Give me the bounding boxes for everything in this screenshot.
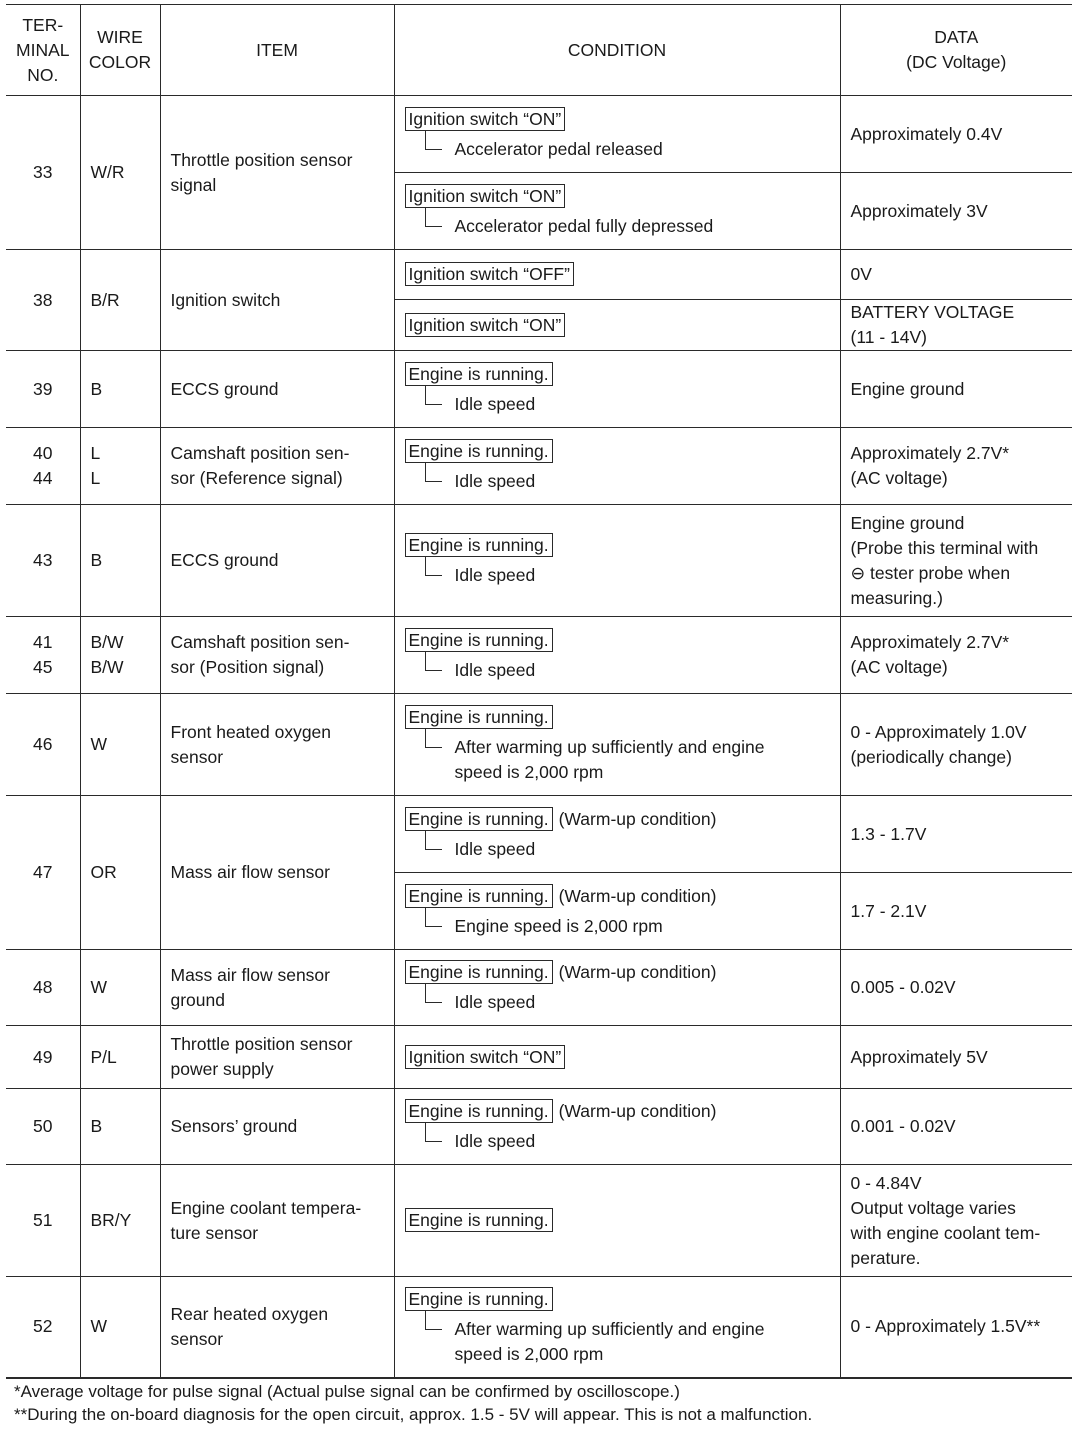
condition-sub [425, 914, 830, 939]
condition [405, 1041, 830, 1074]
condition [405, 1095, 830, 1158]
footnotes [14, 1380, 1074, 1426]
item-cell [160, 1089, 394, 1165]
text-line: Approximately 5V [850, 1046, 988, 1067]
table-row [6, 1089, 1072, 1165]
data-cell [840, 428, 1072, 505]
terminal-no-cell [6, 694, 80, 796]
condition-cell [394, 694, 840, 796]
terminal-no-cell [6, 1089, 80, 1165]
condition [405, 435, 830, 498]
condition-cell [394, 1165, 840, 1277]
text-line: Approximately 2.7V* [850, 443, 1010, 463]
text-line: 51 [33, 1210, 53, 1230]
wire-color-cell [80, 428, 160, 505]
text-line: Engine ground [850, 512, 965, 533]
text-line: Idle speed [454, 565, 536, 585]
condition-sub [425, 1317, 830, 1367]
condition [405, 180, 830, 243]
wire-color-cell [80, 1277, 160, 1378]
item-cell [160, 1165, 394, 1277]
condition-head [405, 313, 830, 338]
condition-cell [394, 505, 840, 617]
condition-note: (Warm-up condition) [558, 962, 717, 982]
terminal-no-cell [6, 1165, 80, 1277]
condition-sub [425, 392, 830, 417]
text-line: sensor [170, 746, 224, 767]
data-cell [840, 950, 1072, 1026]
item-cell [160, 617, 394, 694]
text-line: 1.7 - 2.1V [850, 900, 927, 921]
condition-sub [425, 563, 830, 588]
text-line: (Probe this terminal with [850, 537, 1039, 558]
text-line: 0.005 - 0.02V [850, 977, 956, 997]
condition-head [405, 262, 830, 287]
text-line: 52 [33, 1316, 53, 1337]
data-cell [840, 250, 1072, 300]
text-line: Accelerator pedal fully depressed [454, 215, 714, 236]
condition-head [405, 107, 830, 132]
condition-box: Engine is running. [405, 705, 553, 729]
text-line: B/W [90, 657, 124, 677]
condition-sub [425, 735, 830, 785]
table-row [6, 950, 1072, 1026]
condition-sub [425, 1129, 830, 1154]
terminal-no-cell [6, 950, 80, 1026]
condition-note: (Warm-up condition) [558, 1101, 717, 1121]
text-line: Accelerator pedal released [454, 138, 663, 159]
text-line: 1.3 - 1.7V [850, 823, 927, 844]
text-line: After warming up sufficiently and engine [454, 736, 765, 757]
condition-box: Engine is running. [405, 362, 553, 386]
item-cell [160, 1026, 394, 1089]
data-cell [840, 617, 1072, 694]
text-line: ture sensor [170, 1222, 259, 1243]
condition-cell [394, 351, 840, 428]
condition [405, 258, 830, 291]
text-line: Front heated oxygen [170, 721, 332, 742]
text-line: (AC voltage) [850, 657, 948, 677]
condition-head [405, 628, 830, 653]
text-line: Engine speed is 2,000 rpm [454, 915, 663, 936]
condition-head [405, 1099, 830, 1124]
text-line: Approximately 3V [850, 200, 988, 221]
data-cell [840, 796, 1072, 873]
table-row [6, 428, 1072, 505]
terminal-no-cell [6, 250, 80, 351]
table-row [6, 1165, 1072, 1277]
condition [405, 103, 830, 166]
text-line: P/L [90, 1046, 117, 1067]
condition [405, 309, 830, 342]
table-row [6, 694, 1072, 796]
condition-box: Ignition switch “ON” [405, 184, 566, 208]
text-line: 0V [850, 264, 872, 284]
table-row [6, 796, 1072, 873]
condition [405, 624, 830, 687]
text-line: signal [170, 174, 217, 195]
text-line: measuring.) [850, 587, 943, 608]
header-wire-color: WIRE COLOR [80, 5, 160, 96]
text-line: Mass air flow sensor [170, 964, 330, 985]
header-condition: CONDITION [394, 5, 840, 96]
text-line: with engine coolant tem- [850, 1222, 1041, 1243]
text-line: perature. [850, 1247, 921, 1268]
condition-head [405, 533, 830, 558]
text-line: 47 [33, 862, 53, 882]
condition-cell [394, 173, 840, 250]
table-row [6, 1277, 1072, 1378]
text-line: After warming up sufficiently and engine [454, 1318, 765, 1339]
text-line: sor (Position signal) [170, 657, 325, 677]
table-row [6, 1026, 1072, 1089]
wire-color-cell [80, 1026, 160, 1089]
condition-cell [394, 1089, 840, 1165]
condition-head [405, 884, 830, 909]
item-cell [160, 1277, 394, 1378]
condition-head [405, 362, 830, 387]
text-line: ECCS ground [170, 550, 279, 570]
terminal-no-cell [6, 1026, 80, 1089]
text-line: 49 [33, 1046, 53, 1067]
header-row [6, 5, 1072, 96]
text-line: ECCS ground [170, 378, 279, 399]
text-line: 43 [33, 550, 53, 570]
text-line: ⊖ tester probe when [850, 562, 1011, 583]
terminal-no-cell [6, 617, 80, 694]
terminal-spec-table [6, 4, 1072, 1379]
terminal-no-cell [6, 1277, 80, 1378]
item-cell [160, 950, 394, 1026]
text-line: speed is 2,000 rpm [454, 761, 604, 782]
text-line: 0 - Approximately 1.0V [850, 721, 1027, 742]
wire-color-cell [80, 1089, 160, 1165]
text-line: Approximately 2.7V* [850, 632, 1010, 652]
text-line: Engine ground [850, 378, 965, 399]
table-row [6, 351, 1072, 428]
text-line: (11 - 14V) [850, 327, 928, 347]
text-line: (periodically change) [850, 746, 1012, 767]
condition-cell [394, 617, 840, 694]
text-line: Throttle position sensor [170, 149, 353, 170]
condition-head [405, 807, 830, 832]
wire-color-cell [80, 351, 160, 428]
data-cell [840, 300, 1072, 351]
text-line: Idle speed [454, 838, 536, 859]
text-line: Idle speed [454, 393, 536, 414]
text-line: 41 [33, 632, 53, 652]
condition-head [405, 960, 830, 985]
text-line: 33 [33, 162, 53, 182]
text-line: B/R [90, 289, 120, 310]
wire-color-cell [80, 96, 160, 250]
condition-head [405, 705, 830, 730]
header-terminal-no: TER- MINAL NO. [6, 5, 80, 96]
item-cell [160, 428, 394, 505]
condition [405, 701, 830, 789]
text-line: Output voltage varies [850, 1197, 1016, 1218]
data-cell [840, 351, 1072, 428]
text-line: sor (Reference signal) [170, 468, 343, 488]
data-cell [840, 1277, 1072, 1378]
data-cell [840, 694, 1072, 796]
wire-color-cell [80, 505, 160, 617]
text-line: B [90, 550, 103, 570]
condition-box: Engine is running. [405, 1287, 553, 1311]
text-line: Sensors’ ground [170, 1116, 298, 1136]
header-data: DATA (DC Voltage) [840, 5, 1072, 96]
condition [405, 880, 830, 943]
text-line: 0 - Approximately 1.5V** [850, 1316, 1041, 1337]
wire-color-cell [80, 617, 160, 694]
condition [405, 358, 830, 421]
terminal-no-cell [6, 351, 80, 428]
condition-note: (Warm-up condition) [558, 885, 717, 906]
terminal-no-cell [6, 96, 80, 250]
text-line: 0.001 - 0.02V [850, 1116, 956, 1136]
text-line: 40 [33, 443, 53, 463]
condition-box: Engine is running. [405, 1208, 553, 1232]
text-line: OR [90, 862, 117, 882]
text-line: Idle speed [454, 470, 536, 491]
text-line: sensor [170, 1328, 224, 1349]
text-line: Throttle position sensor [170, 1034, 353, 1054]
condition-cell [394, 1277, 840, 1378]
table-row [6, 250, 1072, 300]
condition-cell [394, 300, 840, 351]
text-line: Engine coolant tempera- [170, 1197, 362, 1218]
text-line: Camshaft position sen- [170, 632, 350, 652]
item-cell [160, 96, 394, 250]
text-line: power supply [170, 1059, 274, 1079]
text-line: L [90, 468, 101, 488]
item-cell [160, 694, 394, 796]
text-line: 38 [33, 289, 53, 310]
table-row [6, 96, 1072, 173]
condition-sub [425, 658, 830, 683]
data-cell [840, 1026, 1072, 1089]
condition-box: Engine is running. [405, 533, 553, 557]
text-line: L [90, 443, 101, 463]
condition-box: Engine is running. [405, 960, 553, 984]
item-cell [160, 250, 394, 351]
footnote-double-asterisk: **During the on-board diagnosis for the open circuit, approx. 1.5 - 5V will appear. This is not a malfunction. [14, 1405, 813, 1424]
condition-sub [425, 837, 830, 862]
footnote-single-asterisk: *Average voltage for pulse signal (Actual pulse signal can be confirmed by oscilloscope.) [14, 1382, 680, 1401]
condition-sub [425, 214, 830, 239]
condition [405, 529, 830, 592]
text-line: B/W [90, 632, 124, 652]
text-line: W [90, 734, 108, 754]
item-cell [160, 796, 394, 950]
text-line: 46 [33, 734, 53, 754]
table-row [6, 617, 1072, 694]
condition [405, 1283, 830, 1371]
text-line: Approximately 0.4V [850, 123, 1003, 144]
text-line: 44 [33, 468, 53, 488]
text-line: 39 [33, 378, 53, 399]
terminal-no-cell [6, 428, 80, 505]
condition [405, 956, 830, 1019]
data-cell [840, 96, 1072, 173]
terminal-no-cell [6, 796, 80, 950]
text-line: Mass air flow sensor [170, 862, 330, 882]
text-line: Ignition switch [170, 289, 281, 310]
condition-sub [425, 469, 830, 494]
data-cell [840, 505, 1072, 617]
wire-color-cell [80, 796, 160, 950]
data-cell [840, 173, 1072, 250]
text-line: B [90, 1116, 103, 1136]
text-line: W [90, 1316, 108, 1337]
text-line: Idle speed [454, 992, 536, 1012]
condition-sub [425, 990, 830, 1015]
data-cell [840, 1165, 1072, 1277]
wire-color-cell [80, 950, 160, 1026]
table-row [6, 505, 1072, 617]
text-line: W/R [90, 162, 125, 182]
condition-cell [394, 96, 840, 173]
text-line: 48 [33, 977, 53, 997]
condition-head [405, 1287, 830, 1312]
condition-cell [394, 873, 840, 950]
condition-box: Engine is running. [405, 807, 553, 831]
table-body [6, 96, 1072, 1378]
text-line: BR/Y [90, 1210, 132, 1230]
wire-color-cell [80, 250, 160, 351]
condition-box: Ignition switch “ON” [405, 1045, 566, 1069]
condition-cell [394, 1026, 840, 1089]
item-cell [160, 351, 394, 428]
condition-head [405, 184, 830, 209]
condition-box: Engine is running. [405, 1099, 553, 1123]
item-cell [160, 505, 394, 617]
text-line: 45 [33, 657, 53, 677]
condition-cell [394, 796, 840, 873]
condition-sub [425, 137, 830, 162]
condition [405, 1204, 830, 1237]
condition-head [405, 1208, 830, 1233]
text-line: speed is 2,000 rpm [454, 1343, 604, 1364]
text-line: B [90, 378, 103, 399]
text-line: (AC voltage) [850, 468, 948, 488]
header-item: ITEM [160, 5, 394, 96]
text-line: Camshaft position sen- [170, 443, 350, 463]
condition-box: Ignition switch “ON” [405, 107, 566, 131]
wire-color-cell [80, 1165, 160, 1277]
text-line: Idle speed [454, 659, 536, 680]
text-line: Idle speed [454, 1131, 536, 1151]
terminal-no-cell [6, 505, 80, 617]
condition-box: Engine is running. [405, 628, 553, 652]
text-line: 0 - 4.84V [850, 1172, 922, 1193]
text-line: BATTERY VOLTAGE [850, 302, 1015, 322]
data-cell [840, 873, 1072, 950]
condition-cell [394, 950, 840, 1026]
text-line: W [90, 977, 108, 997]
text-line: Rear heated oxygen [170, 1303, 329, 1324]
condition-cell [394, 428, 840, 505]
wire-color-cell [80, 694, 160, 796]
text-line: 50 [33, 1116, 53, 1136]
condition-box: Engine is running. [405, 884, 553, 908]
condition-box: Ignition switch “OFF” [405, 262, 574, 286]
condition-box: Ignition switch “ON” [405, 313, 566, 337]
text-line: ground [170, 989, 225, 1010]
condition [405, 803, 830, 866]
condition-head [405, 439, 830, 464]
condition-head [405, 1045, 830, 1070]
condition-cell [394, 250, 840, 300]
condition-box: Engine is running. [405, 439, 553, 463]
condition-note: (Warm-up condition) [558, 808, 717, 829]
data-cell [840, 1089, 1072, 1165]
